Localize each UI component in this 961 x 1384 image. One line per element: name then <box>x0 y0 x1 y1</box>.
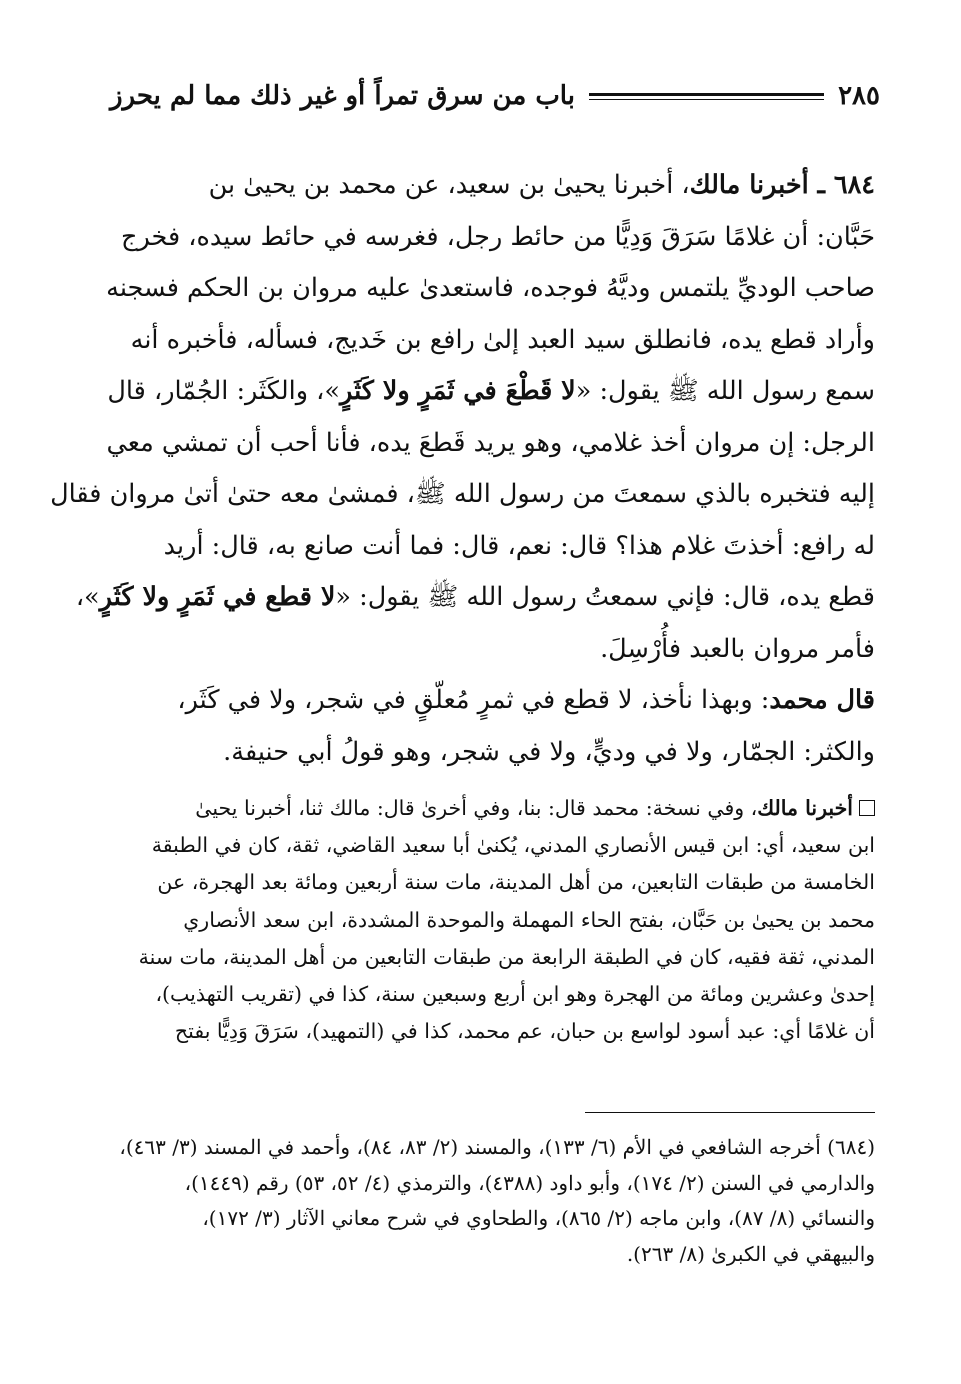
footnote-line-4: والبيهقي في الكبرىٰ (٨/ ٢٦٣). <box>626 1241 875 1266</box>
footnote-divider <box>585 1112 875 1113</box>
notes-label: أخبرنا مالك <box>757 796 853 820</box>
comment-label: قال محمد <box>769 685 875 715</box>
notes-line-2: ابن سعيد، أي: ابن قيس الأنصاري المدني، يُكنىٰ أبا سعيد القاضي، ثقة، كان في الطبقة <box>151 833 875 858</box>
footnote-line-2: والدارمي في السنن (٢/ ١٧٤)، وأبو داود (٤٣٨٨)، والترمذي (٤/ ٥٢، ٥٣) رقم (١٤٤٩)، <box>184 1170 875 1195</box>
hadith-line-3: صاحب الوديِّ يلتمس وديَّهُ فوجده، فاستعدىٰ عليه مروان بن الحكم فسجنه <box>106 273 875 303</box>
muhammad-comment <box>85 674 875 778</box>
notes-line-7: أن غلامًا أي: عبد أسود لواسع بن حبان، عم محمد، كذا في (التمهيد)، سَرَقَ وَدِيًّا بفتح <box>174 1019 875 1044</box>
comment-line-2: والكثر: الجمّار، ولا في وديٍّ، ولا في شجر، وهو قولُ أبي حنيفة. <box>223 737 875 767</box>
hadith-line-8: له رافع: أخذتَ غلام هذا؟ قال: نعم، قال: فما أنت صانع به، قال: أريد <box>163 530 875 561</box>
hadith-line-5: سمع رسول الله ﷺ يقول: «لا قَطْعَ في ثَمَرٍ ولا كَثَرٍ»، والكَثَر: الجُمّار، قال <box>107 376 875 406</box>
commentary-notes <box>85 790 875 1050</box>
hadith-line-2: حَبَّان: أن غلامًا سَرَقَ وَدِيًّا من حائط رجل، فغرسه في حائط سيده، فخرج <box>121 221 875 252</box>
notes-line-3: الخامسة من طبقات التابعين، من أهل المدينة، مات سنة أربعين ومائة بعد الهجرة، عن <box>157 870 875 895</box>
notes-line-5: المدني، ثقة فقيه، كان في الطبقة الرابعة من طبقات التابعين من أهل المدينة، مات سنة <box>138 944 875 969</box>
hadith-line-6: الرجل: إن مروان أخذ غلامي، وهو يريد قَطعَ يده، فأنا أحب أن تمشي معي <box>106 427 875 458</box>
prophetic-saying: لا قطع في ثَمَرٍ ولا كَثَرٍ <box>99 582 336 612</box>
header-rule <box>589 93 824 100</box>
notes-line-4: محمد بن يحيىٰ بن حَبَّان، بفتح الحاء المهملة والموحدة المشددة، ابن سعد الأنصاري <box>183 907 875 932</box>
footnote-line-3: والنسائي (٨/ ٨٧)، وابن ماجه (٢/ ٨٦٥)، والطحاوي في شرح معاني الآثار (٣/ ١٧٢)، <box>202 1206 875 1230</box>
hadith-line-9: قطع يده، قال: فإني سمعتُ رسول الله ﷺ يقول: «لا قطع في ثَمَرٍ ولا كَثَرٍ»، <box>75 582 875 612</box>
chapter-title: باب من سرق تمراً أو غير ذلك مما لم يحرز <box>110 81 575 111</box>
notes-line-6: إحدىٰ وعشرين ومائة من الهجرة وهو ابن أربع وسبعين سنة، كذا في (تقريب التهذيب)، <box>155 982 875 1007</box>
hadith-number: ٦٨٤ ـ أخبرنا مالك <box>689 170 875 200</box>
notes-line-1: أخبرنا مالك، وفي نسخة: محمد قال: بنا، وفي أخرىٰ قال: مالك ثنا، أخبرنا يحيىٰ <box>85 790 875 827</box>
page-number: ٢٨٥ <box>838 81 880 111</box>
prophetic-saying: لا قَطْعَ في ثَمَرٍ ولا كَثَرٍ <box>340 376 576 406</box>
hadith-line-10: فأمر مروان بالعبد فأُرْسِلَ. <box>600 633 875 664</box>
hadith-line-7: إليه فتخبره بالذي سمعتَ من رسول الله ﷺ، فمشىٰ معه حتىٰ أتىٰ مروان فقال <box>50 479 875 509</box>
box-marker-icon <box>859 800 875 816</box>
hadith-line-4: وأراد قطع يده، فانطلق سيد العبد إلىٰ رافع بن خَديج، فسأله، فأخبره أنه <box>130 324 875 355</box>
comment-line-1: قال محمد: وبهذا نأخذ، لا قطع في ثمرٍ مُعلّقٍ في شجر، ولا في كَثَر، <box>177 685 875 715</box>
running-header <box>110 74 880 118</box>
hadith-line-1: ٦٨٤ ـ أخبرنا مالك، أخبرنا يحيىٰ بن سعيد، عن محمد بن يحيىٰ بن <box>208 170 875 200</box>
footnotes <box>85 1130 875 1272</box>
footnote-line-1: (٦٨٤) أخرجه الشافعي في الأم (٦/ ١٣٣)، والمسند (٢/ ٨٣، ٨٤)، وأحمد في المسند (٣/ ٤٦٣)، <box>119 1135 875 1159</box>
hadith-text <box>50 160 875 675</box>
